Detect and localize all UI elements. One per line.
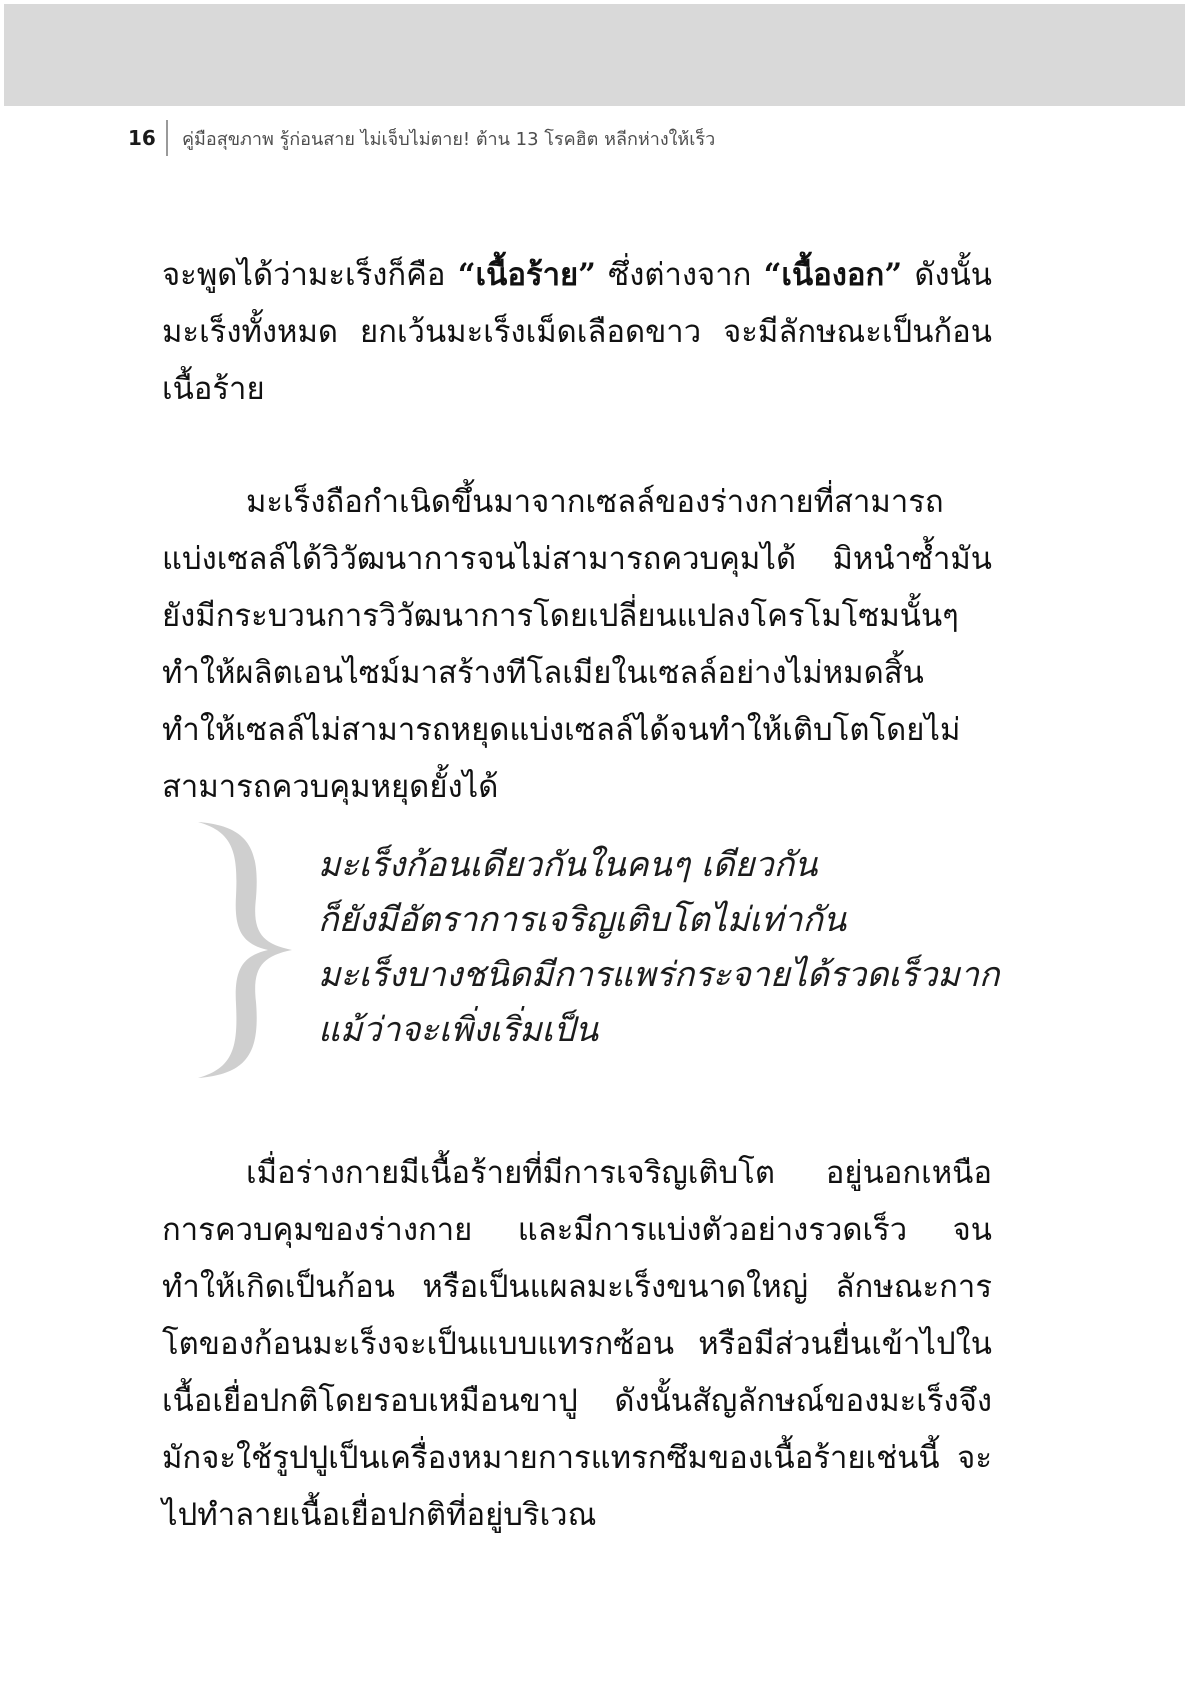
paragraph-2: มะเร็งถือกำเนิดขึ้นมาจากเซลล์ของร่างกายที่สามารถแบ่งเซลล์ได้วิวัฒนาการจนไม่สามารถควบคุมได้ มิหนำซ้ำมันยังมีกระบวนการวิวัฒนาการโดยเปลี่ยนแปลงโครโมโซมนั้นๆ ทำให้ผลิตเอนไซม์มาสร้างทีโลเมียในเซลล์อย่างไม่หมดสิ้น ทำให้เซลล์ไม่สามารถหยุดแบ่งเซลล์ได้จนทำให้เติบโตโดยไม่สามารถควบคุมหยุดยั้งได้: [162, 484, 992, 805]
running-title: คู่มือสุขภาพ รู้ก่อนสาย ไม่เจ็บไม่ตาย! ต้าน 13 โรคฮิต หลีกห่างให้เร็ว: [182, 128, 716, 150]
term-malignant: “เนื้อร้าย”: [457, 257, 596, 293]
pull-quote-line: มะเร็งบางชนิดมีการแพร่กระจายได้รวดเร็วมาก: [318, 955, 1000, 995]
paragraph-1-text-b: ซึ่งต่างจาก: [596, 257, 764, 293]
term-benign: “เนื้องอก”: [763, 257, 903, 293]
brace-shape: [198, 822, 292, 1078]
header-band: [4, 4, 1185, 106]
paragraph-1: [162, 247, 992, 418]
paragraph-3: เมื่อร่างกายมีเนื้อร้ายที่มีการเจริญเติบโต อยู่นอกเหนือการควบคุมของร่างกาย และมีการแบ่งตัวอย่างรวดเร็ว จนทำให้เกิดเป็นก้อน หรือเป็นแผลมะเร็งขนาดใหญ่ ลักษณะการโตของก้อนมะเร็งจะเป็นแบบแทรกซ้อน หรือมีส่วนยื่นเข้าไปในเนื้อเยื่อปกติโดยรอบเหมือนขาปู ดังนั้นสัญลักษณ์ของมะเร็งจึงมักจะใช้รูปปูเป็นเครื่องหมายการแทรกซึมของเนื้อร้ายเช่นนี้ จะไปทำลายเนื้อเยื่อปกติที่อยู่บริเวณ: [162, 1155, 992, 1533]
pull-quote-line: ก็ยังมีอัตราการเจริญเติบโตไม่เท่ากัน: [318, 900, 847, 940]
paragraph-1-text-c: ดังนั้น มะเร็งทั้งหมด ยกเว้นมะเร็งเม็ดเลือดขาว จะมีลักษณะเป็นก้อนเนื้อร้าย: [162, 257, 992, 407]
pull-quote-line: มะเร็งก้อนเดียวกันในคนๆ เดียวกัน: [318, 845, 818, 885]
running-head: [128, 120, 715, 156]
pull-quote-line: แม้ว่าจะเพิ่งเริ่มเป็น: [318, 1010, 599, 1050]
header-divider: [166, 120, 168, 156]
paragraph-1-text-a: จะพูดได้ว่ามะเร็งก็คือ: [162, 257, 458, 293]
page-number: 16: [128, 126, 156, 150]
pull-quote: [318, 838, 1000, 1058]
brace-ornament: [190, 820, 300, 1080]
